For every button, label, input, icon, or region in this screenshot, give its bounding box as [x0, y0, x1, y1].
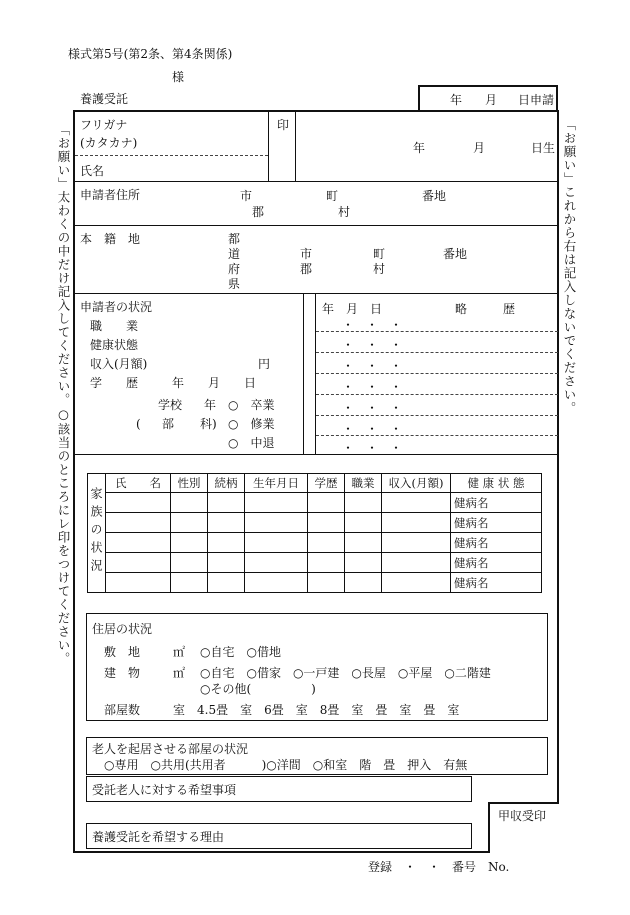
room-options[interactable]: ○専用 ○共用(共用者 )○洋間 ○和室 階 畳 押入 有無 [104, 758, 468, 772]
registry-number: 登録 ・ ・ 番号 No. [368, 860, 510, 874]
housing-label: 住居の状況 [92, 622, 153, 636]
land-options[interactable]: ○自宅 ○借地 [200, 645, 281, 659]
status-label: 申請者の状況 [80, 300, 153, 314]
family-label: 家族の状況 [89, 486, 103, 577]
form-page: 様式第5号(第2条、第4条関係) 様 「お願い」太わくの中だけ記入してください。○該当のところにレ印をつけてください。 「お願い」これから右は記入しないでください。 養護受託 年 月 日申請 フリガナ (カタカナ) 氏名 印 年 月 日生 申請者住所 市 郡 町 村 番地 本 籍 地 都 道 府 県 市 郡 町 村 番地 申請者の状況 職 業 健康状態 収入(月額) 円 学 歴 年 月 日 学校 年 ○ 卒業 ( 部 科) ○ 修業 ○ 中退 年 月 日 略 歴 ・ ・ ・ ・ ・ ・ ・ ・ ・ ・ ・ ・ ・ ・ ・ ・ ・ ・ ・ ・ ・ 家族の状況 氏 名 性別 続柄 生年月日 学歴 職業 収入(月額) 健 康 状 態 健病名 健病名 健病名 健病名 健病名 住居の状況 敷 地 ㎡ ○自宅 ○借地 建 物 ㎡ ○自宅 ○借家 ○一戸建 ○長屋 ○平屋 ○二階建 ○その他( ) 部屋数 室 4.5畳 室 6畳 室 8畳 室 畳 室 畳 室 老人を起居させる部屋の状況 ○専用 ○共用(共用者 )○洋間 ○和室 階 畳 押入 有無 受託老人に対する希望事項 甲収受印 養護受託を希望する理由 登録 ・ ・ 番号 No. [56, 47, 577, 874]
seal-mark: 印 [277, 118, 290, 132]
table-row: 健病名 [88, 493, 542, 513]
table-row: 健病名 [88, 533, 542, 553]
table-row: 健病名 [88, 553, 542, 573]
apply-date: 日申請 [518, 93, 555, 107]
form-number: 様式第5号(第2条、第4条関係) [68, 47, 233, 61]
reason-label: 養護受託を希望する理由 [92, 830, 225, 844]
addressee: 様 [172, 70, 185, 84]
dropout-option[interactable]: ○ 中退 [228, 436, 275, 450]
room-status-label: 老人を起居させる部屋の状況 [92, 742, 249, 756]
studied-option[interactable]: ○ 修業 [228, 417, 275, 431]
room-count: 室 4.5畳 室 6畳 室 8畳 室 畳 室 畳 室 [173, 703, 460, 717]
history-header: 略 歴 [455, 302, 516, 316]
name-label: 氏名 [80, 164, 105, 178]
graduated-option[interactable]: ○ 卒業 [228, 398, 275, 412]
birth-date: 日生 [531, 141, 556, 155]
table-row: 家族の状況 氏 名 性別 続柄 生年月日 学歴 職業 収入(月額) 健 康 状 態 [88, 474, 542, 493]
family-table [87, 473, 542, 593]
other-option[interactable]: ○その他( ) [200, 682, 316, 696]
building-options[interactable]: ○自宅 ○借家 ○一戸建 ○長屋 ○平屋 ○二階建 [200, 666, 491, 680]
left-notice: 「お願い」太わくの中だけ記入してください。○該当のところにレ印をつけてください。 [56, 123, 71, 666]
wish-label: 受託老人に対する希望事項 [92, 783, 237, 797]
receipt-stamp: 甲収受印 [498, 809, 547, 823]
table-row: 健病名 [88, 573, 542, 593]
table-row: 健病名 [88, 513, 542, 533]
address-label: 申請者住所 [80, 188, 141, 202]
right-notice: 「お願い」これから右は記入しないでください。 [562, 118, 577, 415]
form-title: 養護受託 [80, 92, 129, 106]
domicile-label: 本 籍 地 [80, 232, 141, 246]
